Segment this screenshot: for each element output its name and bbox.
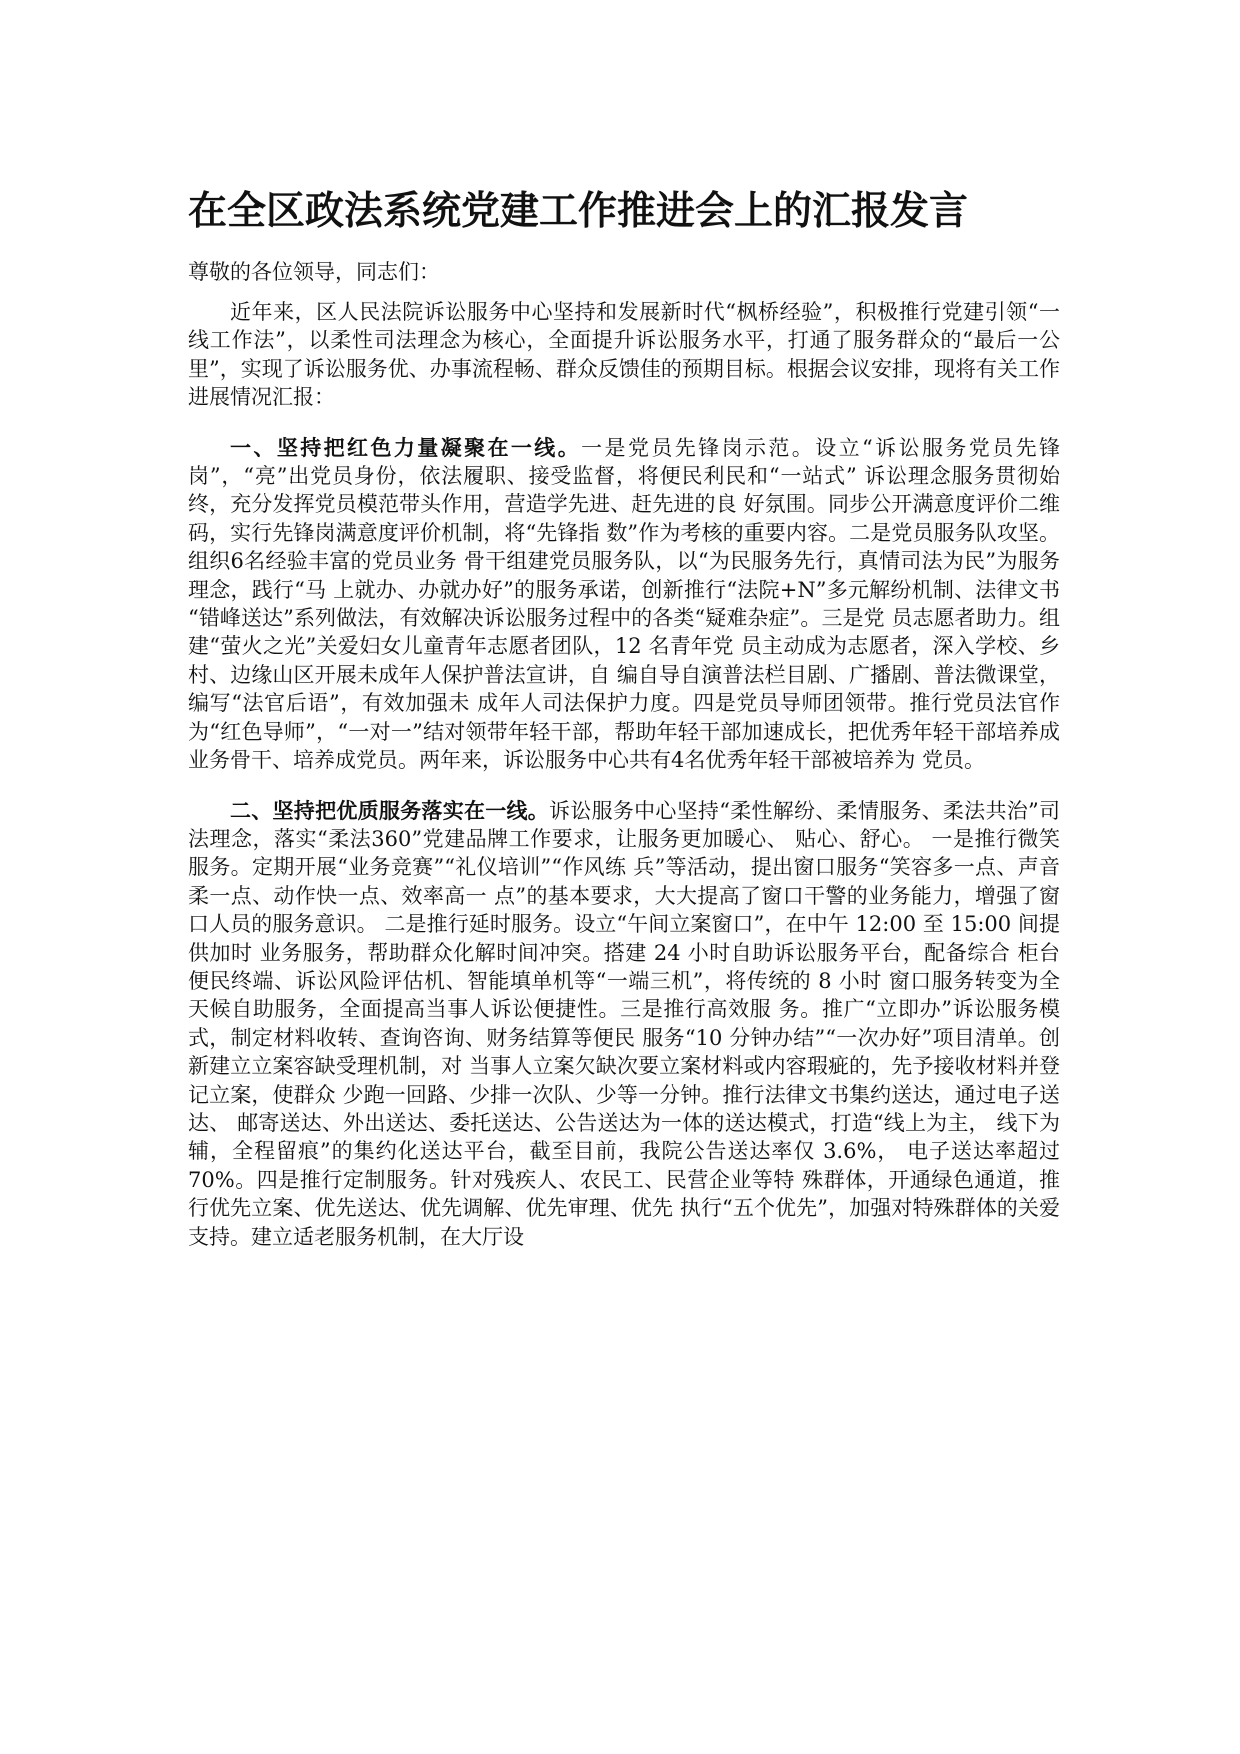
section-2-heading: 二、坚持把优质服务落实在一线。: [230, 797, 550, 823]
greeting: 尊敬的各位领导，同志们：: [188, 260, 440, 284]
document-title: 在全区政法系统党建工作推进会上的汇报发言: [188, 189, 969, 234]
section-2-paragraph: [188, 797, 1060, 1252]
section-1-body: 一是党员先锋岗示范。设立“诉讼服务党员先锋岗”，“亮”出党员身份，依法履职、接受监督，将便民利民和“一站式” 诉讼理念服务贯彻始终，充分发挥党员模范带头作用，营造学先进、赶先进的良 好氛围。同步公开满意度评价二维码，实行先锋岗满意度评价机制，将“先锋指 数”作为考核的重要内容。二是党员服务队攻坚。组织6名经验丰富的党员业务 骨干组建党员服务队，以“为民服务先行，真情司法为民”为服务理念，践行“马 上就办、办就办好”的服务承诺，创新推行“法院+N”多元解纷机制、法律文书 “错峰送达”系列做法，有效解决诉讼服务过程中的各类“疑难杂症”。三是党 员志愿者助力。组建“萤火之光”关爱妇女儿童青年志愿者团队，12 名青年党 员主动成为志愿者，深入学校、乡村、边缘山区开展未成年人保护普法宣讲，自 编自导自演普法栏目剧、广播剧、普法微课堂，编写“法官后语”，有效加强未 成年人司法保护力度。四是党员导师团领带。推行党员法官作为“红色导师”，“一对一”结对领带年轻干部，帮助年轻干部加速成长，把优秀年轻干部培养成 业务骨干、培养成党员。两年来，诉讼服务中心共有4名优秀年轻干部被培养为 党员。: [188, 435, 1061, 773]
document-page: [188, 186, 1060, 1273]
intro-paragraph: 近年来，区人民法院诉讼服务中心坚持和发展新时代“枫桥经验”，积极推行党建引领“一线工作法”，以柔性司法理念为核心，全面提升诉讼服务水平，打通了服务群众的“最后一公里”，实现了诉讼服务优、办事流程畅、群众反馈佳的预期目标。根据会议安排，现将有关工作进展情况汇报：: [188, 300, 1060, 410]
section-2-body: 诉讼服务中心坚持“柔性解纷、柔情服务、柔法共治”司法理念，落实“柔法360”党建品牌工作要求，让服务更加暖心、 贴心、舒心。 一是推行微笑服务。定期开展“业务竞赛”“礼仪培训”“作风练 兵”等活动，提出窗口服务“笑容多一点、声音柔一点、动作快一点、效率高一 点”的基本要求，大大提高了窗口干警的业务能力，增强了窗口人员的服务意识。 二是推行延时服务。设立“午间立案窗口”，在中午 12:00 至 15:00 间提供加时 业务服务，帮助群众化解时间冲突。搭建 24 小时自助诉讼服务平台，配备综合 柜台便民终端、诉讼风险评估机、智能填单机等“一端三机”，将传统的 8 小时 窗口服务转变为全天候自助服务，全面提高当事人诉讼便捷性。三是推行高效服 务。推广“立即办”诉讼服务模式，制定材料收转、查询咨询、财务结算等便民 服务“10 分钟办结”“一次办好”项目清单。创新建立立案容缺受理机制，对 当事人立案欠缺次要立案材料或内容瑕疵的，先予接收材料并登记立案，使群众 少跑一回路、少排一次队、少等一分钟。推行法律文书集约送达，通过电子送达、 邮寄送达、外出送达、委托送达、公告送达为一体的送达模式，打造“线上为主， 线下为辅，全程留痕”的集约化送达平台，截至目前，我院公告送达率仅 3.6%， 电子送达率超过 70%。四是推行定制服务。针对残疾人、农民工、民营企业等特 殊群体，开通绿色通道，推行优先立案、优先送达、优先调解、优先审理、优先 执行“五个优先”，加强对特殊群体的关爱支持。建立适老服务机制，在大厅设: [188, 798, 1060, 1249]
section-1-heading: 一、坚持把红色力量凝聚在一线。: [230, 434, 582, 460]
section-1-paragraph: [188, 434, 1060, 775]
